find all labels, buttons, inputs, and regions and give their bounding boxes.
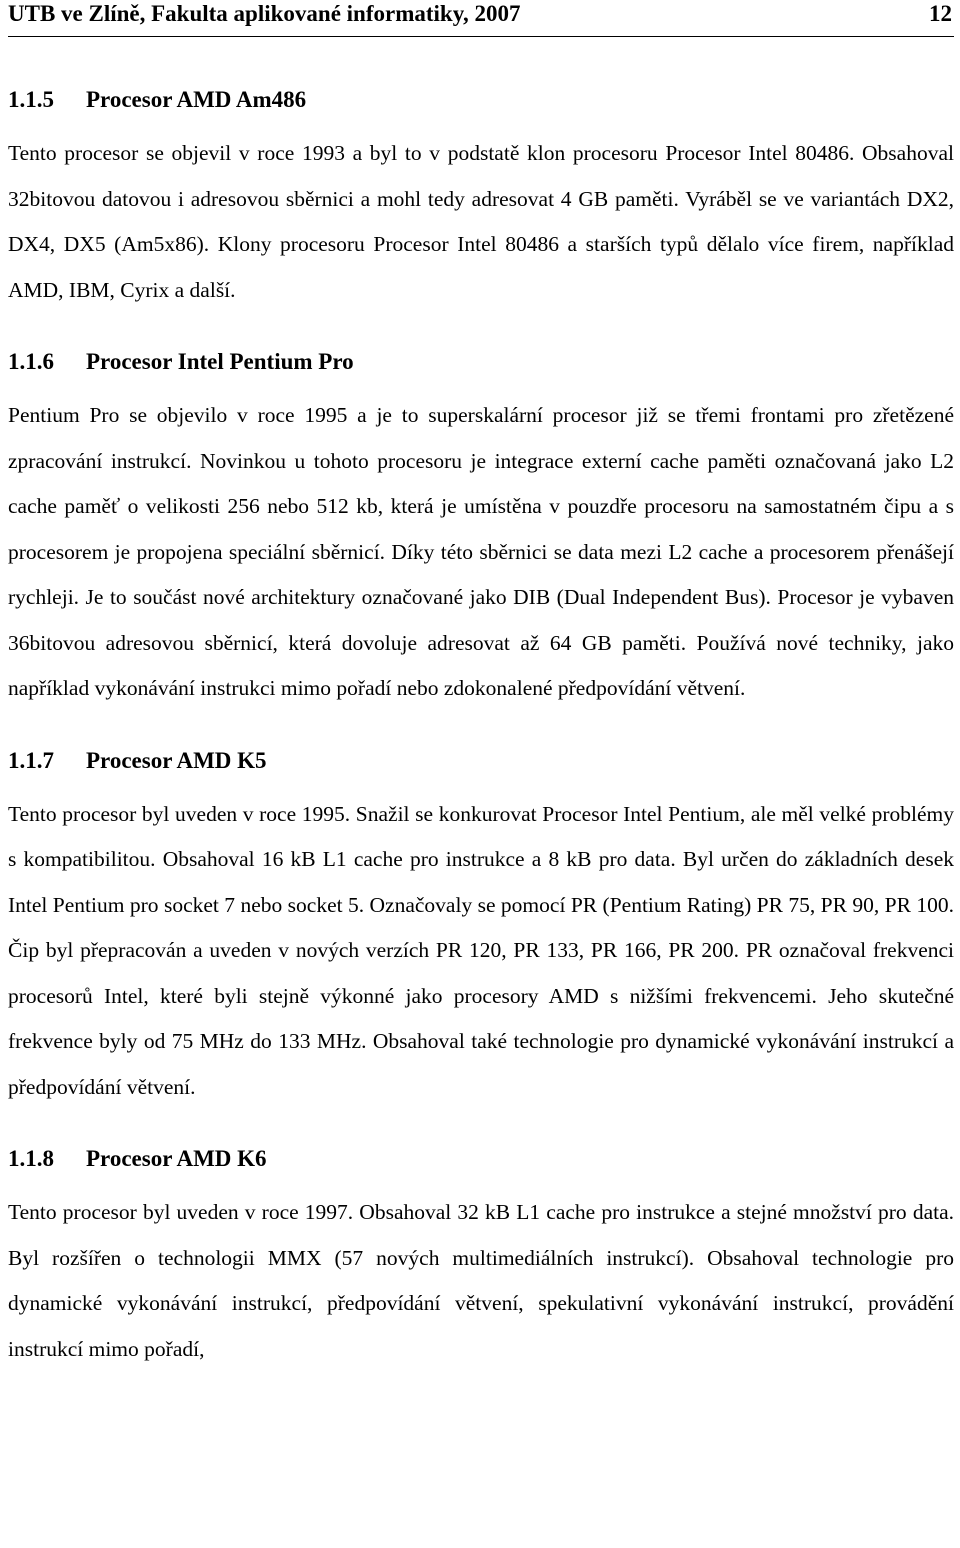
section-number: 1.1.5 bbox=[8, 87, 54, 112]
section-heading bbox=[8, 85, 954, 115]
section-paragraph: Tento procesor byl uveden v roce 1995. Snažil se konkurovat Procesor Intel Pentium, ale měl velké problémy s kompatibilitou. Obsahoval 16 kB L1 cache pro instrukce a 8 kB pro data. Byl určen do základních desek Intel Pentium pro socket 7 nebo socket 5. Označovaly se pomocí PR (Pentium Rating) PR 75, PR 90, PR 100. Čip byl přepracován a uveden v nových verzích PR 120, PR 133, PR 166, PR 200. PR označoval frekvenci procesorů Intel, které byli stejně výkonné jako procesory AMD s nižšími frekvencemi. Jeho skutečné frekvence byly od 75 MHz do 133 MHz. Obsahoval také technologie pro dynamické vykonávání instrukcí a předpovídání větvení. bbox=[8, 801, 954, 1099]
section-amd-k5 bbox=[8, 746, 954, 1111]
section-title: Procesor Intel Pentium Pro bbox=[86, 349, 354, 374]
section-heading bbox=[8, 746, 954, 776]
section-heading bbox=[8, 1144, 954, 1174]
page-number: 12 bbox=[929, 1, 952, 26]
section-paragraph: Tento procesor byl uveden v roce 1997. Obsahoval 32 kB L1 cache pro instrukce a stejné množství pro data. Byl rozšířen o technologii MMX (57 nových multimediálních instrukcí). Obsahoval technologie pro dynamické vykonávání instrukcí, předpovídání větvení, spekulativní vykonávání instrukcí, provádění instrukcí mimo pořadí, bbox=[8, 1200, 954, 1361]
document-page bbox=[8, 0, 954, 1372]
section-number: 1.1.7 bbox=[8, 747, 54, 773]
section-title: Procesor AMD K6 bbox=[86, 1146, 267, 1171]
section-intel-pentium-pro bbox=[8, 347, 954, 712]
section-amd-k6 bbox=[8, 1144, 954, 1372]
section-amd-am486 bbox=[8, 85, 954, 313]
section-heading bbox=[8, 347, 954, 377]
section-number: 1.1.8 bbox=[8, 1146, 54, 1171]
page-header bbox=[8, 0, 954, 37]
section-title: Procesor AMD K5 bbox=[86, 747, 267, 773]
section-paragraph: Pentium Pro se objevilo v roce 1995 a je to superskalární procesor již se třemi frontami pro zřetězené zpracování instrukcí. Novinkou u tohoto procesoru je integrace externí cache paměti označovaná jako L2 cache paměť o velikosti 256 nebo 512 kb, která je umístěna v pouzdře procesoru na samostatném čipu a s procesorem je propojena speciální sběrnicí. Díky této sběrnici se data mezi L2 cache a procesorem přenášejí rychleji. Je to součást nové architektury označované jako DIB (Dual Independent Bus). Procesor je vybaven 36bitovou adresovou sběrnicí, která dovoluje adresovat až 64 GB paměti. Používá nové techniky, jako například vykonávání instrukci mimo pořadí nebo zdokonalené předpovídání větvení. bbox=[8, 403, 954, 700]
section-paragraph: Tento procesor se objevil v roce 1993 a byl to v podstatě klon procesoru Procesor Intel 80486. Obsahoval 32bitovou datovou i adresovou sběrnici a mohl tedy adresovat 4 GB paměti. Vyráběl se ve variantách DX2, DX4, DX5 (Am5x86). Klony procesoru Procesor Intel 80486 a starších typů dělalo více firem, například AMD, IBM, Cyrix a další. bbox=[8, 141, 954, 302]
header-title: UTB ve Zlíně, Fakulta aplikované informatiky, 2007 bbox=[8, 1, 521, 26]
section-title: Procesor AMD Am486 bbox=[86, 87, 307, 112]
section-number: 1.1.6 bbox=[8, 349, 54, 374]
